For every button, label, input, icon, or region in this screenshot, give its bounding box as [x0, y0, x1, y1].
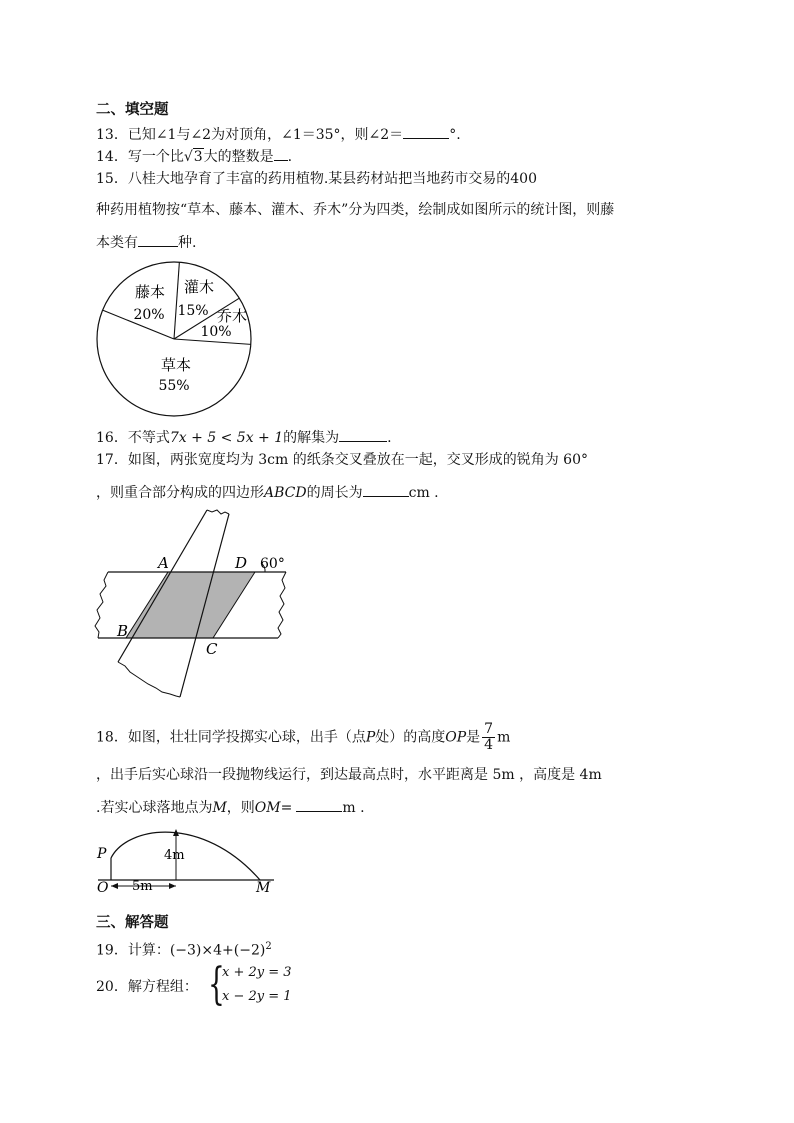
q17-text: ，则重合部分构成的四边形: [96, 485, 264, 501]
height-label-4m: 4m: [164, 848, 185, 863]
q18-text-3: .若实心球落地点为: [96, 800, 213, 816]
vertex-label-c: C: [206, 640, 218, 658]
vertex-label-b: B: [117, 622, 129, 640]
q15-line-1: 15．八桂大地孕育了丰富的药用植物.某县药材站把当地药市交易的400: [96, 171, 537, 187]
slanted-strip-bottom-torn-edge: [118, 662, 180, 697]
q19-exponent: 2: [265, 941, 272, 952]
q17-text-2: 的周长为: [306, 485, 363, 501]
fraction-numerator: 7: [484, 721, 494, 737]
slice-label-guanmu-pct: 15%: [177, 303, 209, 319]
q17-line-2: [96, 482, 439, 503]
q17-quad-name: ABCD: [264, 485, 307, 501]
q14-end: .: [287, 149, 293, 165]
q18-line-1: [96, 722, 510, 753]
rhombus-abcd: [126, 572, 255, 638]
angle-label-60: 60°: [260, 556, 285, 572]
slice-label-qiaomu-name: 乔木: [216, 307, 248, 325]
distance-label-5m: 5m: [132, 879, 153, 894]
q18-is: 是: [466, 729, 481, 746]
figure-paper-strips: [90, 506, 300, 706]
vertex-label-d: D: [235, 554, 248, 572]
q18-point-p: P: [365, 729, 376, 746]
q13-end: °.: [449, 127, 461, 143]
parabola-curve: [111, 832, 260, 880]
q19-expression: (−3)×4+(−2): [169, 942, 266, 959]
q18-om: OM: [254, 800, 281, 816]
q18-text-2: 处）的高度: [375, 729, 446, 746]
q17-answer-blank: [363, 482, 409, 497]
q20-label: 20．解方程组：: [96, 979, 198, 995]
q14-text: 14．写一个比: [96, 149, 184, 165]
point-label-p: P: [97, 846, 107, 862]
q16-text-2: 的解集为: [283, 430, 340, 446]
slice-label-tengben-pct: 20%: [133, 307, 165, 323]
q14-answer-blank: [274, 146, 288, 161]
q16-text: 16．不等式: [96, 430, 170, 446]
q15-end: 种.: [178, 235, 197, 251]
q14-radicand: 3: [193, 149, 203, 165]
q17-line-1: 17．如图，两张宽度均为 3cm 的纸条交叉叠放在一起，交叉形成的锐角为 60°: [96, 452, 589, 468]
q15-answer-blank: [138, 232, 178, 247]
figure-parabola: [92, 822, 282, 898]
slice-label-tengben-name: 藤本: [134, 283, 166, 301]
q16-inequality: 7x + 5 < 5x + 1: [169, 430, 284, 446]
question-19: [96, 937, 272, 961]
q14-text-2: 大的整数是: [203, 149, 274, 165]
q18-end: m .: [342, 800, 365, 816]
q18-fraction: [482, 722, 495, 753]
horizontal-strip-right-torn-edge: [278, 572, 286, 638]
q18-point-m: M: [212, 800, 227, 816]
q19-text: 19．计算：: [96, 942, 170, 959]
pie-chart: [94, 258, 264, 418]
q18-text-4: ，则: [226, 800, 255, 816]
q13-answer-blank: [403, 124, 449, 139]
q15-line-2: 种药用植物按“草本、藤本、灌木、乔木”分为四类，绘制成如图所示的统计图，则藤: [96, 202, 615, 218]
q18-eq: =: [280, 800, 293, 816]
section-fill-in-title: 二、填空题: [96, 102, 169, 118]
q20-equation-2: x − 2y = 1: [222, 989, 292, 1004]
slice-label-qiaomu-pct: 10%: [200, 324, 232, 340]
q17-end: cm .: [408, 485, 439, 501]
q18-op: OP: [445, 729, 467, 746]
pie-slice-boundary-guanmu: [174, 262, 179, 339]
q20-equation-1: x + 2y = 3: [222, 965, 292, 980]
q18-unit: m: [497, 729, 511, 746]
point-label-o: O: [97, 880, 109, 896]
fraction-denominator: 4: [484, 737, 494, 753]
question-14: [96, 146, 292, 167]
q18-text: 18．如图，壮壮同学投掷实心球，出手（点: [96, 729, 366, 746]
slice-label-caoben-name: 草本: [160, 356, 192, 374]
q16-answer-blank: [339, 427, 387, 442]
q18-line-3: [96, 797, 365, 818]
horizontal-strip-left-torn-edge: [95, 572, 108, 638]
question-13: [96, 124, 461, 145]
q18-answer-blank: [296, 797, 342, 812]
q13-text: 13．已知∠1与∠2为对顶角，∠1＝35°，则∠2＝: [96, 127, 404, 143]
q15-line-3: [96, 232, 196, 253]
sqrt-symbol: √3: [183, 149, 203, 165]
slice-label-guanmu-name: 灌木: [183, 278, 215, 296]
slanted-strip-top-torn-edge: [207, 510, 229, 514]
q15-text: 本类有: [96, 235, 138, 251]
slice-label-caoben-pct: 55%: [158, 378, 190, 394]
q18-line-2: ，出手后实心球沿一段抛物线运行，到达最高点时，水平距离是 5m ，高度是 4m: [96, 767, 602, 783]
distance-arrow-head-right: [169, 883, 176, 889]
distance-arrow-head-left: [111, 883, 118, 889]
left-brace: {: [208, 959, 225, 1010]
q16-end: .: [387, 430, 392, 446]
question-16: [96, 427, 392, 448]
vertex-label-a: A: [158, 554, 169, 572]
section-answer-title: 三、解答题: [96, 915, 169, 931]
point-label-m: M: [256, 880, 271, 896]
